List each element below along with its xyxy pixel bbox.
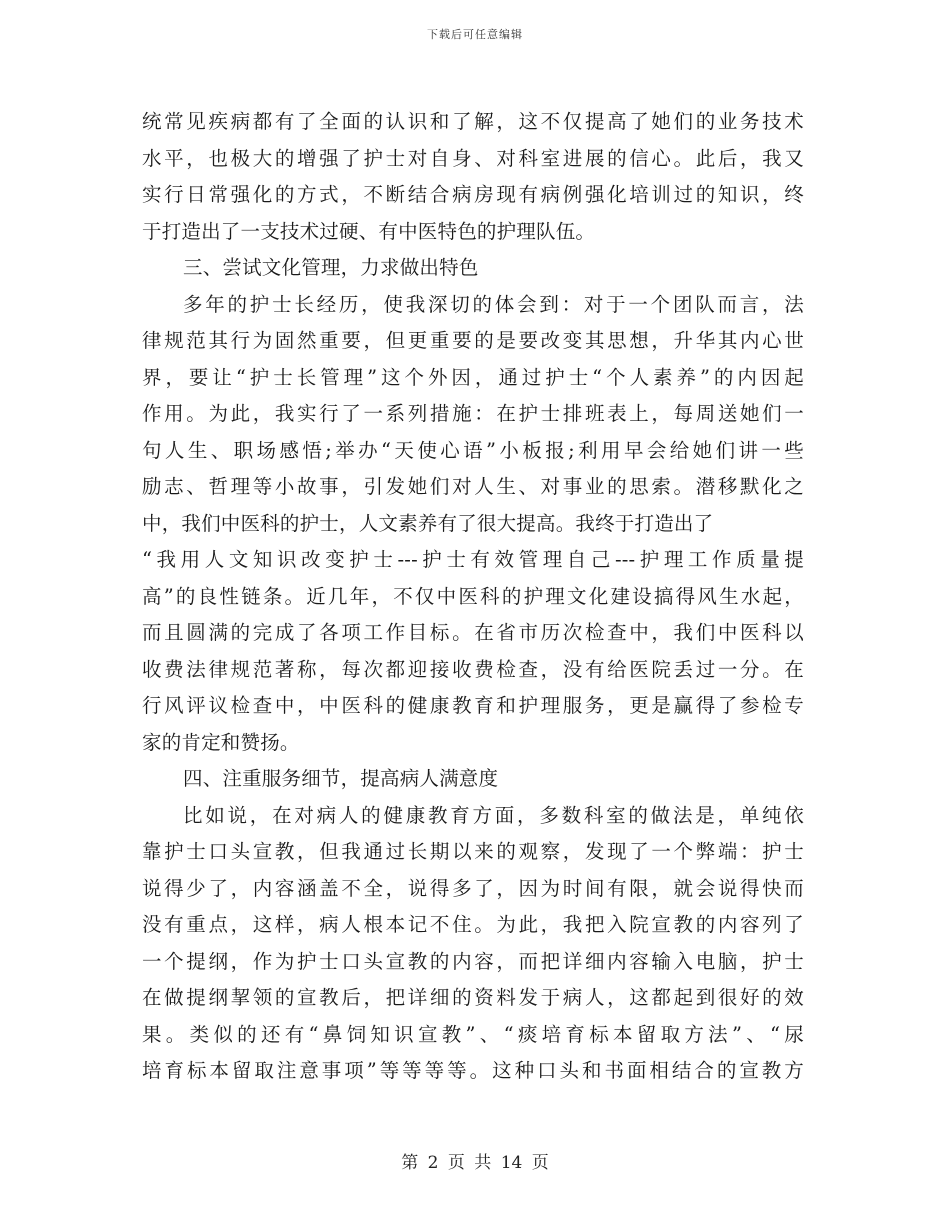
document-body: [142, 104, 804, 1090]
text-line: 果。类似的还有“鼻饲知识宣教”、“痰培育标本留取方法”、“尿: [142, 1022, 804, 1046]
text-line: 而且圆满的完成了各项工作目标。在省市历次检查中，我们中医科以: [142, 621, 804, 644]
text-line: “我用人文知识改变护士---护士有效管理自己---护理工作质量提: [142, 548, 804, 571]
text-line: 说得少了，内容涵盖不全，说得多了，因为时间有限，就会说得快而: [142, 876, 804, 900]
text-line: 收费法律规范著称，每次都迎接收费检查，没有给医院丢过一分。在: [142, 657, 804, 681]
text-line: 水平，也极大的增强了护士对自身、对科室进展的信心。此后，我又: [142, 146, 804, 170]
text-line: 中，我们中医科的护士，人文素养有了很大提高。我终于打造出了: [142, 511, 714, 535]
text-line: 统常见疾病都有了全面的认识和了解，这不仅提高了她们的业务技术: [142, 110, 804, 133]
text-line: 没有重点，这样，病人根本记不住。为此，我把入院宣教的内容列了: [142, 913, 804, 936]
section-heading: 四、注重服务细节，提高病人满意度: [183, 767, 499, 790]
text-line: 界，要让“护士长管理”这个外因，通过护士“个人素养”的内因起: [142, 365, 804, 389]
text-line: 家的肯定和赞扬。: [142, 730, 300, 754]
text-line: 于打造出了一支技术过硬、有中医特色的护理队伍。: [142, 219, 596, 243]
text-line: 在做提纲挈领的宣教后，把详细的资料发于病人，这都起到很好的效: [142, 986, 804, 1009]
page-number: 第 2 页 共 14 页: [401, 1153, 549, 1173]
text-line: 一个提纲，作为护士口头宣教的内容，而把详细内容输入电脑，护士: [142, 949, 804, 973]
text-line: 励志、哲理等小故事，引发她们对人生、对事业的思索。潜移默化之: [142, 475, 804, 498]
section-heading: 三、尝试文化管理，力求做出特色: [183, 256, 479, 279]
text-line: 比如说，在对病人的健康教育方面，多数科室的做法是，单纯依: [183, 803, 804, 827]
text-line: 行风评议检查中，中医科的健康教育和护理服务，更是赢得了参检专: [142, 694, 804, 717]
text-line: 律规范其行为固然重要，但更重要的是要改变其思想，升华其内心世: [142, 329, 804, 352]
text-line: 靠护士口头宣教，但我通过长期以来的观察，发现了一个弊端：护士: [142, 840, 804, 863]
page-header: 下载后可任意编辑: [427, 28, 523, 41]
text-line: 句人生、职场感悟;举办“天使心语”小板报;利用早会给她们讲一些: [142, 438, 804, 462]
text-line: 培育标本留取注意事项”等等等等。这种口头和书面相结合的宣教方: [142, 1059, 804, 1082]
text-line: 实行日常强化的方式，不断结合病房现有病例强化培训过的知识，终: [142, 183, 804, 206]
text-line: 高”的良性链条。近几年，不仅中医科的护理文化建设搞得风生水起，: [142, 584, 804, 608]
text-line: 作用。为此，我实行了一系列措施：在护士排班表上，每周送她们一: [142, 402, 804, 425]
text-line: 多年的护士长经历，使我深切的体会到：对于一个团队而言，法: [183, 292, 804, 316]
